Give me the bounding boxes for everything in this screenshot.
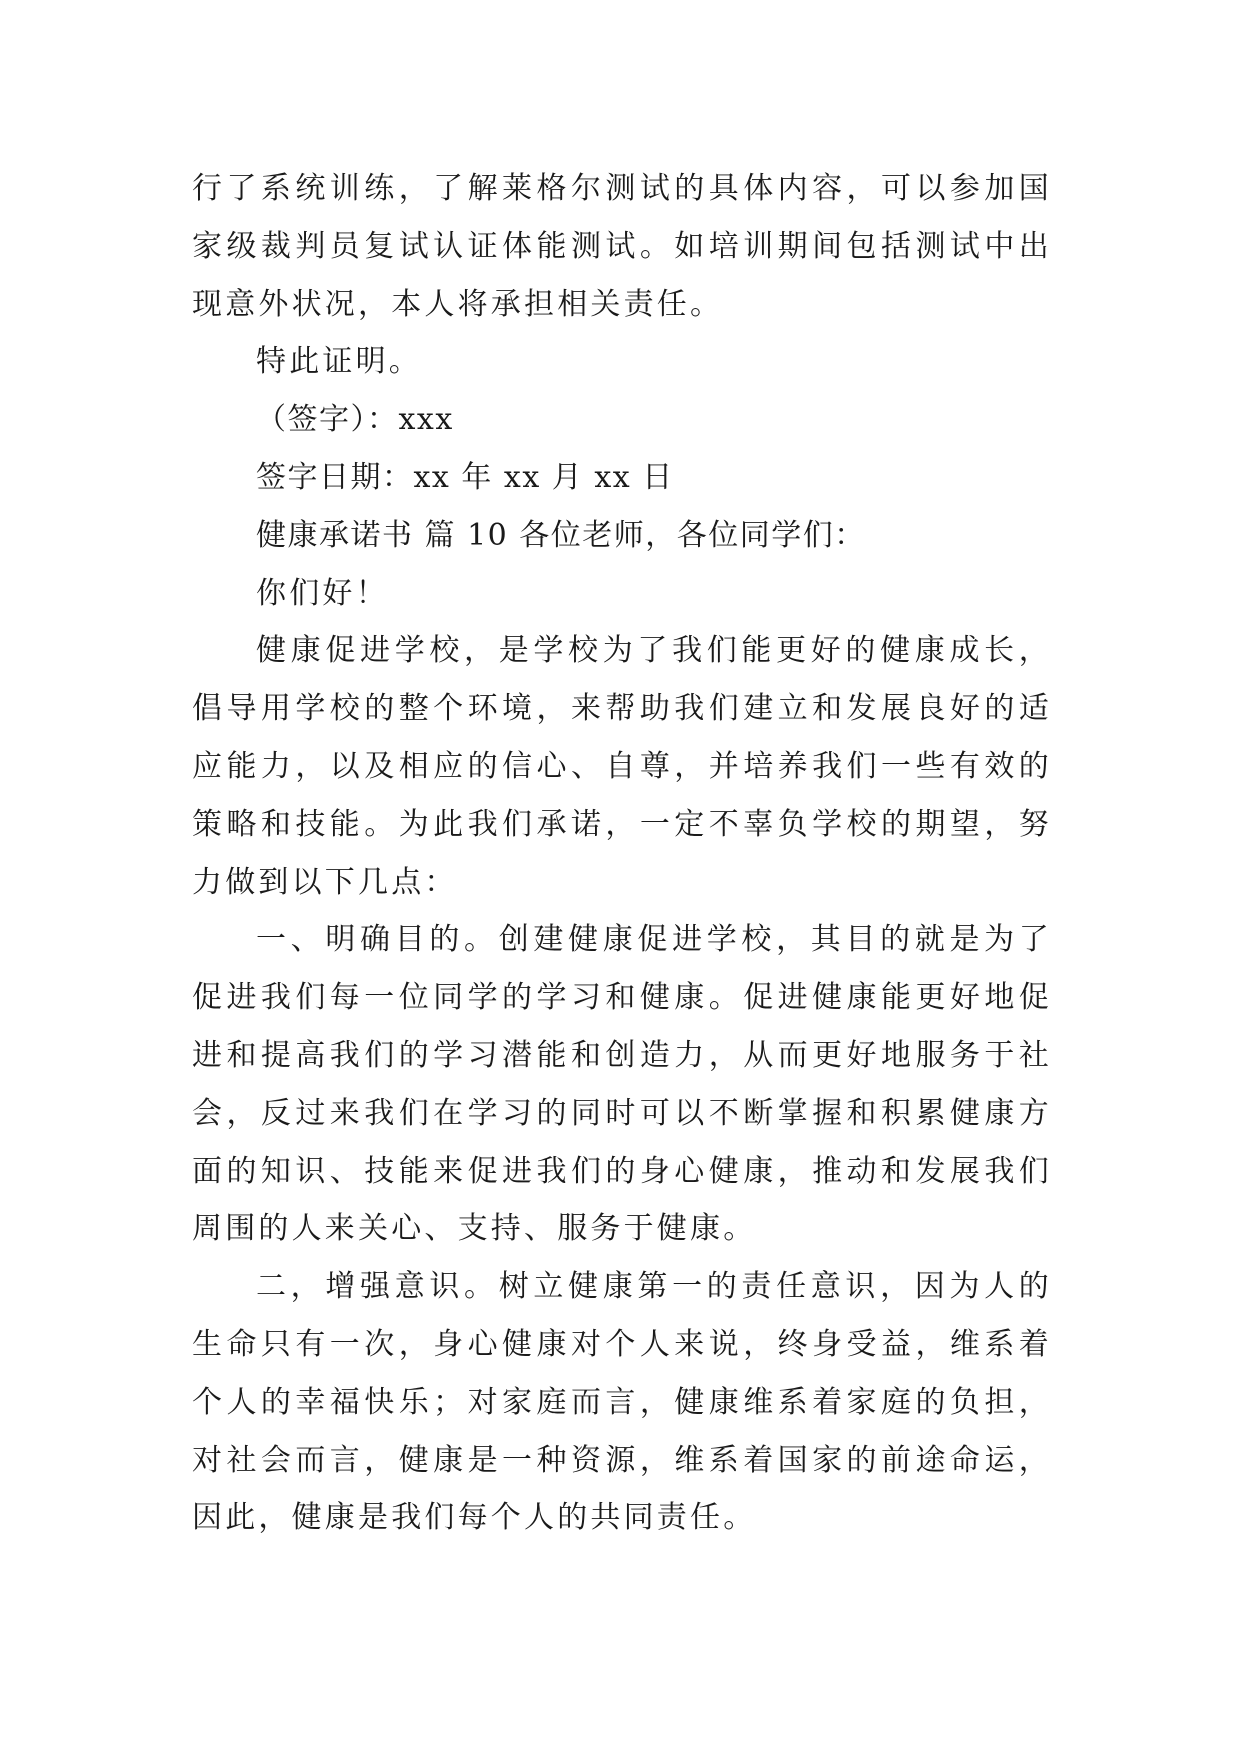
paragraph-point-one: 一、明确目的。创建健康促进学校，其目的就是为了促进我们每一位同学的学习和健康。促进健康能更好地促进和提高我们的学习潜能和创造力，从而更好地服务于社会，反过来我们在学习的同时可以不断掌握和积累健康方面的知识、技能来促进我们的身心健康，推动和发展我们周围的人来关心、支持、服务于健康。 <box>192 922 1052 1247</box>
signature-line: （签字）：xxx <box>256 402 454 438</box>
greeting-line: 你们好！ <box>256 575 389 611</box>
document-page <box>192 160 1052 1547</box>
paragraph-point-two: 二，增强意识。树立健康第一的责任意识，因为人的生命只有一次，身心健康对个人来说，终身受益，维系着个人的幸福快乐；对家庭而言，健康维系着家庭的负担，对社会而言，健康是一种资源，维系着国家的前途命运，因此，健康是我们每个人的共同责任。 <box>192 1269 1052 1536</box>
signature-date-line: 签字日期：xx 年 xx 月 xx 日 <box>256 459 674 495</box>
paragraph-continuation: 行了系统训练，了解莱格尔测试的具体内容，可以参加国家级裁判员复试认证体能测试。如培训期间包括测试中出现意外状况，本人将承担相关责任。 <box>192 171 1052 322</box>
paragraph-intro: 健康促进学校，是学校为了我们能更好的健康成长，倡导用学校的整个环境，来帮助我们建立和发展良好的适应能力，以及相应的信心、自尊，并培养我们一些有效的策略和技能。为此我们承诺，一定不辜负学校的期望，努力做到以下几点： <box>192 633 1052 900</box>
section-heading-line: 健康承诺书 篇 10 各位老师，各位同学们： <box>256 517 866 553</box>
paragraph-certification: 特此证明。 <box>256 344 422 380</box>
